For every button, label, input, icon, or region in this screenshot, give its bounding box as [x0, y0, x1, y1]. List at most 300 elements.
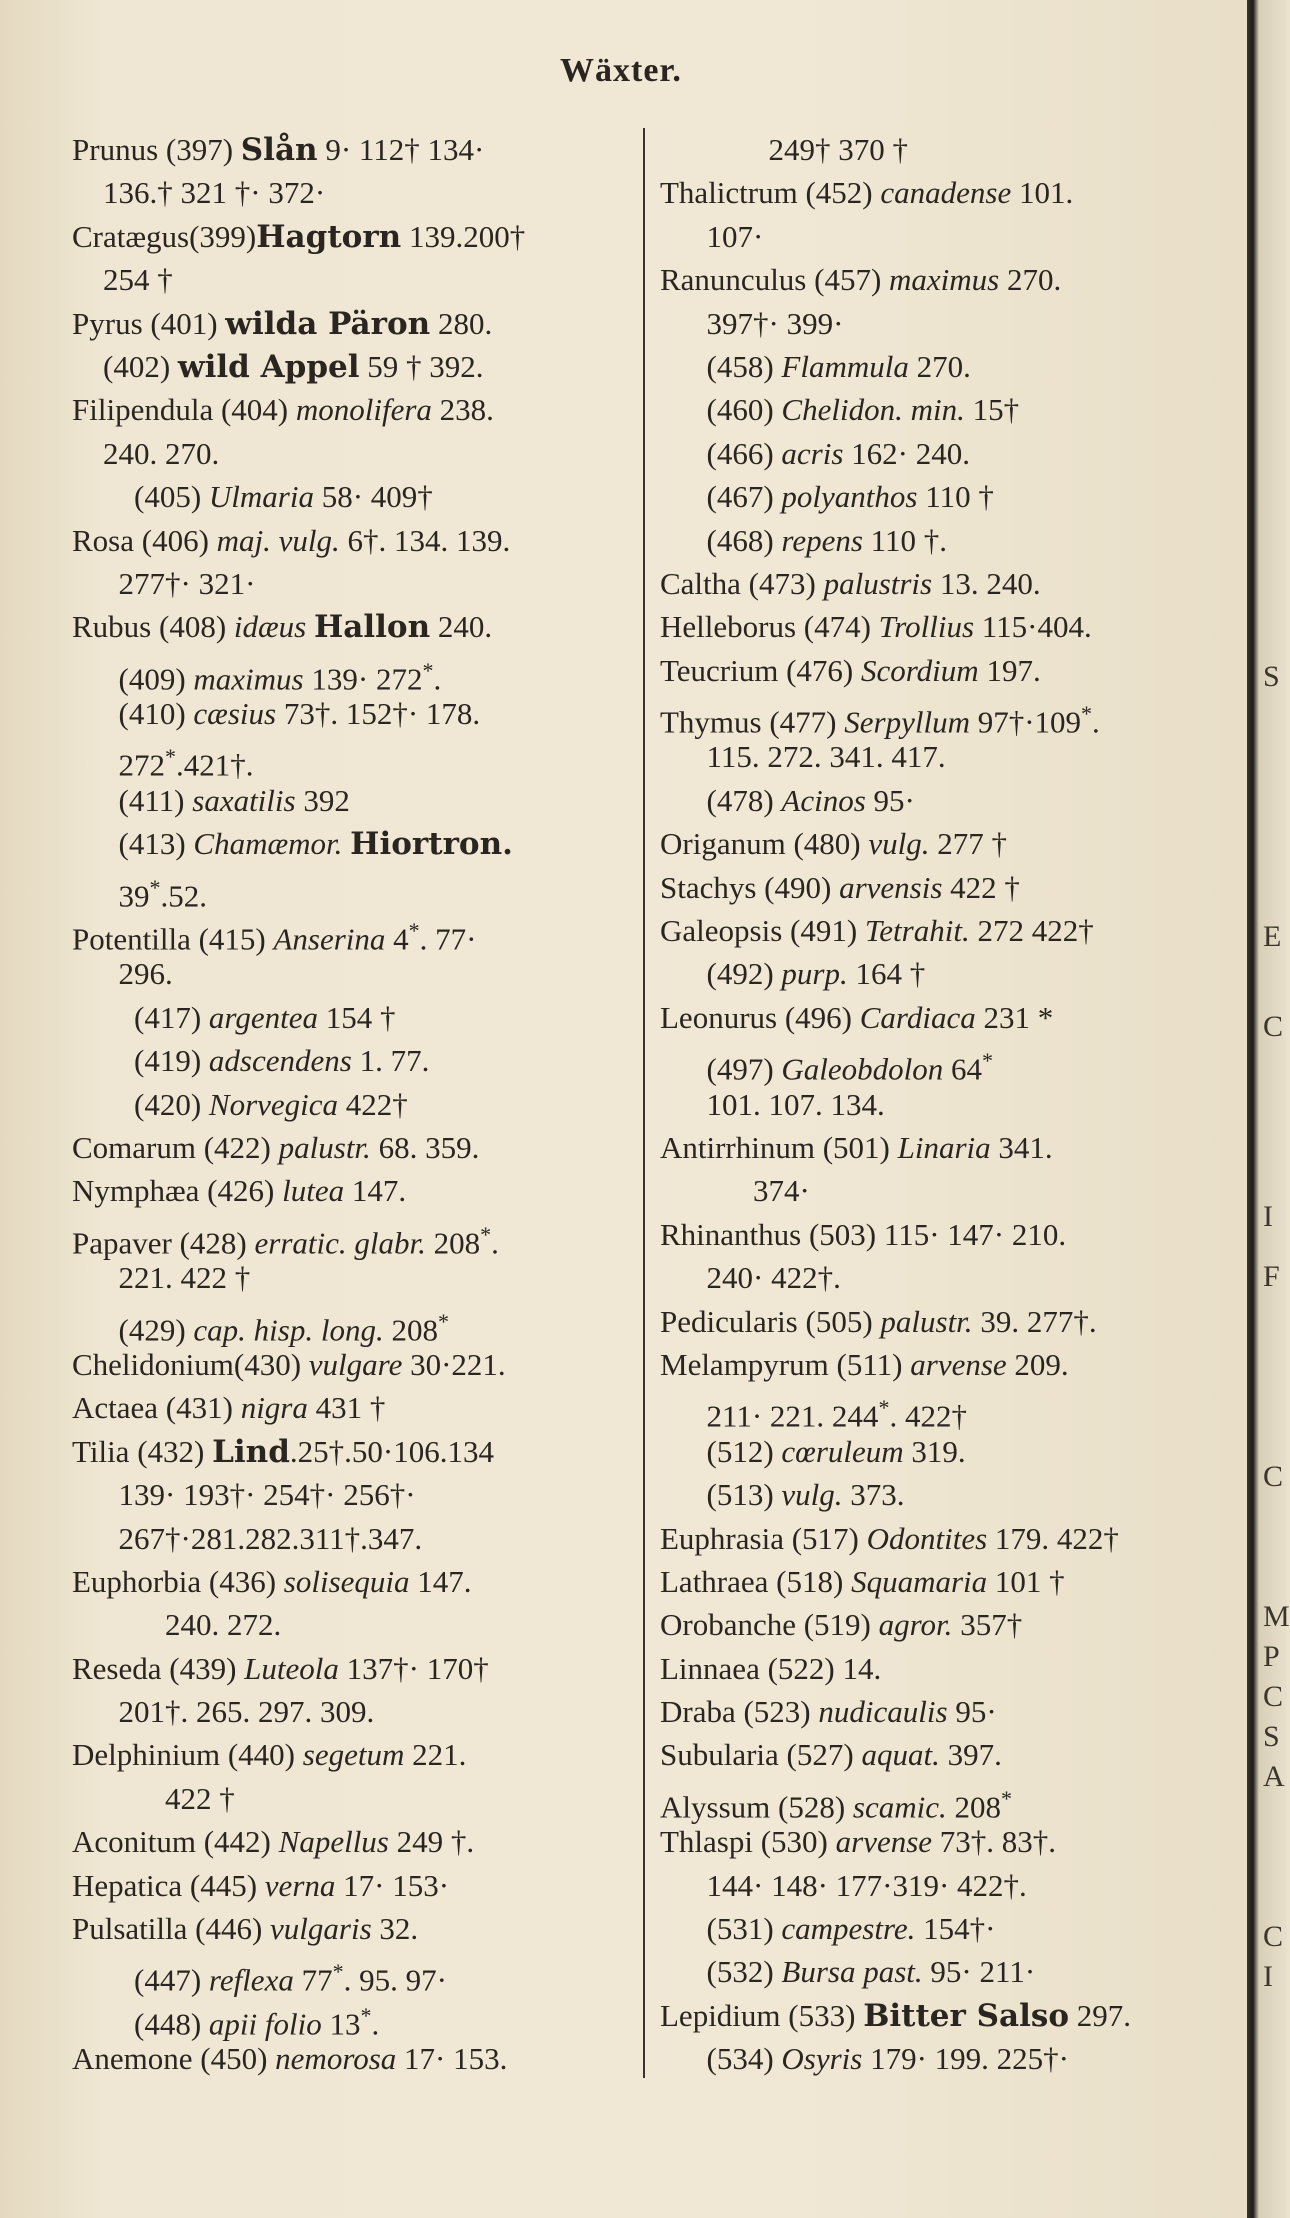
- latin-species-name: palustr.: [278, 1129, 371, 1165]
- latin-species-name: palustr.: [880, 1303, 973, 1339]
- index-text: (468): [660, 522, 782, 558]
- index-entry-line: [72, 475, 642, 518]
- index-text: Nymphæa (426): [72, 1173, 283, 1209]
- index-text: 64: [943, 1051, 983, 1087]
- index-entry-line: [660, 1864, 1250, 1907]
- latin-species-name: Scordium: [861, 652, 979, 688]
- vernacular-name: Hallon: [314, 609, 431, 646]
- index-entry-line: [72, 1386, 642, 1429]
- latin-species-name: nudicaulis: [818, 1694, 948, 1730]
- latin-species-name: canadense: [880, 175, 1012, 211]
- index-text: 240. 270.: [72, 435, 220, 471]
- latin-species-name: cœruleum: [781, 1433, 904, 1469]
- index-text: 240. 272.: [72, 1607, 282, 1643]
- latin-species-name: Chelidon. min.: [781, 392, 965, 428]
- index-text: 422 †: [942, 869, 1020, 905]
- index-entry-line: [72, 2037, 642, 2080]
- index-text: 319.: [903, 1433, 966, 1469]
- index-text: 267†·281.282.311†.347.: [72, 1520, 423, 1556]
- index-text: Reseda (439): [72, 1650, 245, 1686]
- index-entry-line: [660, 258, 1250, 301]
- index-text: Rhinanthus (503) 115· 147· 210.: [660, 1216, 1067, 1252]
- index-entry-line: [72, 1603, 642, 1646]
- index-text: . 95. 97·: [343, 1962, 447, 1998]
- index-entry-line: [72, 822, 642, 865]
- index-text: (413): [72, 826, 194, 862]
- index-text: Origanum (480): [660, 826, 869, 862]
- index-text: (447): [72, 1962, 209, 1998]
- index-text: 95·: [865, 782, 915, 818]
- index-text: *: [982, 1048, 994, 1074]
- index-text: (460): [660, 392, 782, 428]
- index-text: Ranunculus (457): [660, 262, 890, 298]
- index-entry-line: [72, 1039, 642, 1082]
- index-text: (467): [660, 479, 782, 515]
- index-text: 101. 107. 134.: [660, 1086, 885, 1122]
- index-entry-line: [660, 1950, 1250, 1993]
- latin-species-name: campestre.: [781, 1911, 916, 1947]
- index-text: Anemone (450): [72, 2041, 276, 2077]
- index-text: 374·: [660, 1173, 810, 1209]
- index-text: .: [433, 661, 442, 697]
- index-text: *: [149, 874, 161, 900]
- index-text: .: [371, 2006, 380, 2042]
- index-text: 6†. 134. 139.: [339, 522, 511, 558]
- index-text: (417): [72, 999, 209, 1035]
- index-text: *: [480, 1221, 492, 1247]
- index-text: 277 †: [929, 826, 1007, 862]
- index-text: Melampyrum (511): [660, 1346, 911, 1382]
- left-index-column: [72, 128, 642, 2081]
- latin-species-name: solisequia: [283, 1563, 410, 1599]
- index-text: Aconitum (442): [72, 1824, 279, 1860]
- latin-species-name: maximus: [889, 262, 1000, 298]
- latin-species-name: idæus: [233, 609, 307, 645]
- index-text: 39: [72, 877, 150, 913]
- index-text: 144· 148· 177·319· 422†.: [660, 1867, 1027, 1903]
- latin-species-name: cap. hisp. long.: [193, 1311, 384, 1347]
- index-text: (405): [72, 479, 209, 515]
- index-text: Caltha (473): [660, 565, 824, 601]
- index-text: Thymus (477): [660, 704, 845, 740]
- index-entry-line: [660, 2037, 1250, 2080]
- index-text: [306, 609, 314, 644]
- latin-species-name: maximus: [193, 661, 304, 697]
- index-entry-line: [660, 1473, 1250, 1516]
- latin-species-name: purp.: [781, 956, 848, 992]
- index-entry-line: [660, 649, 1250, 692]
- latin-species-name: vulgaris: [270, 1911, 372, 1947]
- index-text: .421†.: [176, 747, 254, 783]
- index-entry-line: [660, 735, 1250, 778]
- index-text: [342, 826, 350, 861]
- index-text: *: [437, 1308, 449, 1334]
- index-entry-line: [660, 1083, 1250, 1126]
- index-entry-line: [72, 1647, 642, 1690]
- index-text: Lathraea (518): [660, 1563, 852, 1599]
- index-text: (531): [660, 1911, 782, 1947]
- index-text: 136.† 321 †· 372·: [72, 175, 326, 211]
- index-entry-line: [72, 996, 642, 1039]
- index-entry-line: [660, 996, 1250, 1039]
- index-text: 115. 272. 341. 417.: [660, 739, 946, 775]
- index-entry-line: [72, 1560, 642, 1603]
- index-text: 221.: [404, 1737, 467, 1773]
- index-text: 147.: [409, 1563, 472, 1599]
- latin-species-name: argentea: [208, 999, 318, 1035]
- index-text: .52.: [160, 877, 207, 913]
- latin-species-name: vulgare: [308, 1346, 403, 1382]
- index-text: 277†· 321·: [72, 565, 256, 601]
- index-text: Antirrhinum (501): [660, 1129, 898, 1165]
- index-entry-line: [72, 215, 642, 258]
- index-text: 13. 240.: [932, 565, 1041, 601]
- index-text: 17· 153·: [335, 1867, 450, 1903]
- index-text: 397.: [939, 1737, 1002, 1773]
- page-header: Wäxter.: [560, 52, 682, 89]
- index-entry-line: [660, 1560, 1250, 1603]
- latin-species-name: Galeobdolon: [781, 1051, 944, 1087]
- index-entry-line: [660, 1169, 1250, 1212]
- latin-species-name: palustris: [823, 565, 933, 601]
- index-text: *: [422, 657, 434, 683]
- latin-species-name: vulg.: [868, 826, 930, 862]
- column-divider: [643, 128, 645, 2078]
- index-entry-line: [660, 779, 1250, 822]
- index-text: 154 †: [317, 999, 396, 1035]
- right-index-column: [660, 128, 1250, 2081]
- adjacent-page-letter: C: [1263, 1460, 1284, 1493]
- index-entry-line: [660, 1820, 1250, 1863]
- adjacent-page-letter: A: [1263, 1760, 1285, 1793]
- index-text: 101 †: [987, 1563, 1065, 1599]
- index-text: Euphorbia (436): [72, 1563, 284, 1599]
- index-text: 95· 211·: [922, 1954, 1036, 1990]
- index-entry-line: [660, 1039, 1250, 1087]
- index-text: 296.: [72, 956, 173, 992]
- index-text: 249† 370 †: [660, 132, 908, 167]
- index-text: 9· 112† 134·: [317, 132, 485, 167]
- index-text: (513): [660, 1477, 782, 1513]
- index-text: *: [332, 1959, 344, 1985]
- index-text: 13: [321, 2006, 361, 2042]
- index-text: 197.: [978, 652, 1041, 688]
- index-entry-line: [72, 735, 642, 783]
- index-text: Leonurus (496): [660, 999, 860, 1035]
- index-entry-line: [72, 258, 642, 301]
- latin-species-name: vulg.: [781, 1477, 843, 1513]
- index-entry-line: [72, 1473, 642, 1516]
- index-text: 249 †.: [388, 1824, 475, 1860]
- index-entry-line: [72, 866, 642, 913]
- index-entry-line: [660, 1603, 1250, 1646]
- index-text: 270.: [999, 262, 1062, 298]
- latin-species-name: saxatilis: [192, 782, 296, 818]
- latin-species-name: Chamæmor.: [193, 826, 343, 862]
- index-entry-line: [660, 215, 1250, 258]
- index-text: 397†· 399·: [660, 305, 844, 341]
- index-entry-line: [660, 345, 1250, 388]
- index-entry-line: [660, 388, 1250, 431]
- index-entry-line: [72, 1690, 642, 1733]
- index-text: 68. 359.: [370, 1129, 480, 1165]
- index-text: Papaver (428): [72, 1225, 255, 1261]
- latin-species-name: Ulmaria: [208, 479, 314, 515]
- index-text: 431 †: [307, 1390, 386, 1426]
- latin-species-name: polyanthos: [781, 479, 918, 515]
- adjacent-page-letter: S: [1263, 1720, 1280, 1753]
- latin-species-name: arvensis: [839, 869, 943, 905]
- index-text: (497): [660, 1051, 782, 1087]
- index-text: 73†. 152†· 178.: [276, 696, 481, 732]
- index-text: 208: [425, 1225, 481, 1261]
- index-text: (478): [660, 782, 782, 818]
- index-text: . 422†: [889, 1398, 967, 1434]
- vernacular-name: Lind: [212, 1433, 290, 1470]
- index-entry-line: [72, 605, 642, 648]
- latin-species-name: erratic. glabr.: [254, 1225, 426, 1261]
- index-text: Filipendula (404): [72, 392, 296, 428]
- latin-species-name: nigra: [240, 1390, 308, 1426]
- index-entry-line: [72, 1169, 642, 1212]
- latin-species-name: nemorosa: [275, 2041, 397, 2077]
- index-entry-line: [660, 909, 1250, 952]
- index-text: Subularia (527): [660, 1737, 862, 1773]
- latin-species-name: segetum: [302, 1737, 405, 1773]
- index-entry-line: [660, 1343, 1250, 1386]
- index-entry-line: [72, 1256, 642, 1299]
- index-entry-line: [660, 1777, 1250, 1825]
- index-text: (512): [660, 1433, 782, 1469]
- index-entry-line: [72, 779, 642, 822]
- index-text: 17· 153.: [396, 2041, 508, 2077]
- index-text: 357†: [952, 1607, 1023, 1643]
- index-text: Teucrium (476): [660, 652, 861, 688]
- adjacent-page-letter: C: [1263, 1680, 1284, 1713]
- index-entry-line: [72, 909, 642, 957]
- index-entry-line: [72, 1864, 642, 1907]
- index-text: .25†.50·106.134: [289, 1433, 494, 1469]
- index-text: .: [1092, 704, 1100, 740]
- index-entry-line: [660, 1126, 1250, 1169]
- index-text: 201†. 265. 297. 309.: [72, 1694, 375, 1730]
- latin-species-name: Luteola: [244, 1650, 339, 1686]
- index-text: Rubus (408): [72, 609, 234, 645]
- index-entry-line: [72, 1083, 642, 1126]
- vernacular-name: wild Appel: [177, 348, 360, 385]
- latin-species-name: verna: [264, 1867, 336, 1903]
- index-entry-line: [660, 562, 1250, 605]
- index-entry-line: [72, 1126, 642, 1169]
- index-text: (402): [72, 348, 178, 384]
- index-text: 77: [293, 1962, 333, 1998]
- index-entry-line: [660, 1517, 1250, 1560]
- index-text: 39. 277†.: [972, 1303, 1097, 1339]
- index-entry-line: [660, 1213, 1250, 1256]
- index-text: 422†: [338, 1086, 408, 1122]
- index-text: Pedicularis (505): [660, 1303, 881, 1339]
- index-text: 154†·: [915, 1911, 996, 1947]
- vernacular-name: Slån: [240, 132, 318, 168]
- index-text: 280.: [430, 305, 493, 341]
- index-entry-line: [72, 1950, 642, 1998]
- index-text: (410): [72, 696, 194, 732]
- index-text: 101.: [1011, 175, 1074, 211]
- index-text: 238.: [431, 392, 494, 428]
- index-entry-line: [72, 302, 642, 345]
- index-text: (420): [72, 1086, 209, 1122]
- latin-species-name: Trollius: [878, 609, 975, 645]
- adjacent-page-letter: C: [1263, 1920, 1284, 1953]
- index-entry-line: [72, 171, 642, 214]
- index-text: Euphrasia (517): [660, 1520, 867, 1556]
- index-text: Rosa (406): [72, 522, 217, 558]
- index-text: (534): [660, 2041, 782, 2077]
- index-entry-line: [660, 692, 1250, 740]
- latin-species-name: maj. vulg.: [216, 522, 340, 558]
- index-text: 59 † 392.: [359, 348, 484, 384]
- index-entry-line: [660, 605, 1250, 648]
- index-text: Cratægus(399): [72, 218, 257, 254]
- index-text: *: [165, 744, 176, 770]
- index-entry-line: [660, 822, 1250, 865]
- latin-species-name: Linaria: [897, 1129, 991, 1165]
- index-text: 422 †: [72, 1780, 235, 1816]
- index-text: 297.: [1069, 1997, 1132, 2033]
- index-entry-line: [72, 1343, 642, 1386]
- index-entry-line: [72, 388, 642, 431]
- latin-species-name: Acinos: [781, 782, 866, 818]
- index-entry-line: [72, 345, 642, 388]
- index-text: Orobanche (519): [660, 1607, 879, 1643]
- index-text: 107·: [660, 218, 764, 254]
- index-entry-line: [72, 562, 642, 605]
- vernacular-name: Hiortron.: [350, 826, 513, 863]
- index-text: Thlaspi (530): [660, 1824, 836, 1860]
- index-text: 95·: [947, 1694, 997, 1730]
- index-entry-line: [660, 1386, 1250, 1434]
- adjacent-page-letter: M: [1263, 1600, 1290, 1633]
- index-entry-line: [72, 128, 642, 171]
- index-text: Potentilla (415): [72, 921, 274, 957]
- adjacent-page-letter: P: [1263, 1640, 1280, 1673]
- index-text: *: [878, 1395, 890, 1421]
- latin-species-name: acris: [781, 435, 844, 471]
- index-text: 147.: [344, 1173, 407, 1209]
- index-entry-line: [72, 1300, 642, 1347]
- index-text: 272: [72, 747, 165, 783]
- latin-species-name: Norvegica: [208, 1086, 339, 1122]
- latin-species-name: arvense: [835, 1824, 933, 1860]
- index-text: *: [408, 918, 420, 944]
- index-text: (448): [72, 2006, 209, 2042]
- adjacent-page-letters: [1261, 0, 1290, 2218]
- index-text: 97†·109: [969, 704, 1082, 740]
- index-entry-line: [72, 649, 642, 697]
- index-text: 211· 221. 244: [660, 1398, 879, 1434]
- adjacent-page-edge: [1247, 0, 1290, 2218]
- latin-species-name: monolifera: [295, 392, 432, 428]
- index-text: 208: [383, 1311, 438, 1347]
- index-entry-line: [660, 1994, 1250, 2037]
- index-text: Linnaea (522) 14.: [660, 1650, 882, 1686]
- index-text: Thalictrum (452): [660, 175, 881, 211]
- index-entry-line: [72, 1430, 642, 1473]
- index-text: 30·221.: [402, 1346, 506, 1382]
- index-text: Delphinium (440): [72, 1737, 303, 1773]
- index-text: 221. 422 †: [72, 1260, 251, 1296]
- index-text: 4: [385, 921, 409, 957]
- adjacent-page-letter: S: [1263, 660, 1280, 693]
- index-text: 110 †.: [862, 522, 948, 558]
- index-text: 341.: [990, 1129, 1053, 1165]
- index-text: 270.: [908, 348, 971, 384]
- adjacent-page-letter: C: [1263, 1010, 1284, 1043]
- index-text: Hepatica (445): [72, 1867, 265, 1903]
- index-text: Draba (523): [660, 1694, 819, 1730]
- index-text: *: [360, 2002, 372, 2028]
- index-text: 1. 77.: [351, 1043, 430, 1079]
- latin-species-name: repens: [781, 522, 863, 558]
- index-text: (419): [72, 1043, 209, 1079]
- index-entry-line: [72, 1213, 642, 1261]
- index-text: 240.: [430, 609, 493, 645]
- latin-species-name: scamic.: [852, 1789, 947, 1825]
- latin-species-name: Bursa past.: [781, 1954, 923, 1990]
- index-text: Comarum (422): [72, 1129, 279, 1165]
- latin-species-name: reflexa: [208, 1962, 294, 1998]
- index-text: 162· 240.: [843, 435, 970, 471]
- index-text: (429): [72, 1311, 194, 1347]
- latin-species-name: cæsius: [193, 696, 277, 732]
- latin-species-name: agror.: [878, 1607, 953, 1643]
- index-text: (466): [660, 435, 782, 471]
- index-entry-line: [660, 1733, 1250, 1776]
- latin-species-name: Anserina: [273, 921, 386, 957]
- index-text: 139· 272: [303, 661, 423, 697]
- index-text: 254 †: [72, 262, 173, 298]
- latin-species-name: lutea: [282, 1173, 345, 1209]
- index-text: 373.: [842, 1477, 905, 1513]
- index-entry-line: [660, 1647, 1250, 1690]
- adjacent-page-letter: I: [1263, 1200, 1273, 1233]
- index-text: (458): [660, 348, 782, 384]
- index-entry-line: [72, 952, 642, 995]
- latin-species-name: aquat.: [861, 1737, 940, 1773]
- index-text: Chelidonium(430): [72, 1346, 309, 1382]
- index-entry-line: [72, 1820, 642, 1863]
- latin-species-name: Cardiaca: [859, 999, 976, 1035]
- adjacent-page-letter: I: [1263, 1960, 1273, 1993]
- index-entry-line: [660, 866, 1250, 909]
- index-text: . 77·: [419, 921, 477, 957]
- index-entry-line: [660, 1907, 1250, 1950]
- latin-species-name: adscendens: [208, 1043, 352, 1079]
- index-text: 209.: [1006, 1346, 1069, 1382]
- adjacent-page-letter: F: [1263, 1260, 1280, 1293]
- index-text: 139· 193†· 254†· 256†·: [72, 1477, 416, 1513]
- index-text: (411): [72, 782, 193, 818]
- index-text: Tilia (432): [72, 1433, 213, 1469]
- latin-species-name: apii folio: [208, 2006, 322, 2042]
- index-text: *: [1081, 701, 1093, 727]
- index-entry-line: [660, 1690, 1250, 1733]
- index-text: 32.: [371, 1911, 419, 1947]
- index-entry-line: [660, 519, 1250, 562]
- index-text: 179· 199. 225†·: [862, 2041, 1070, 2077]
- index-text: 115·404.: [974, 609, 1092, 645]
- index-text: 15†: [964, 392, 1020, 428]
